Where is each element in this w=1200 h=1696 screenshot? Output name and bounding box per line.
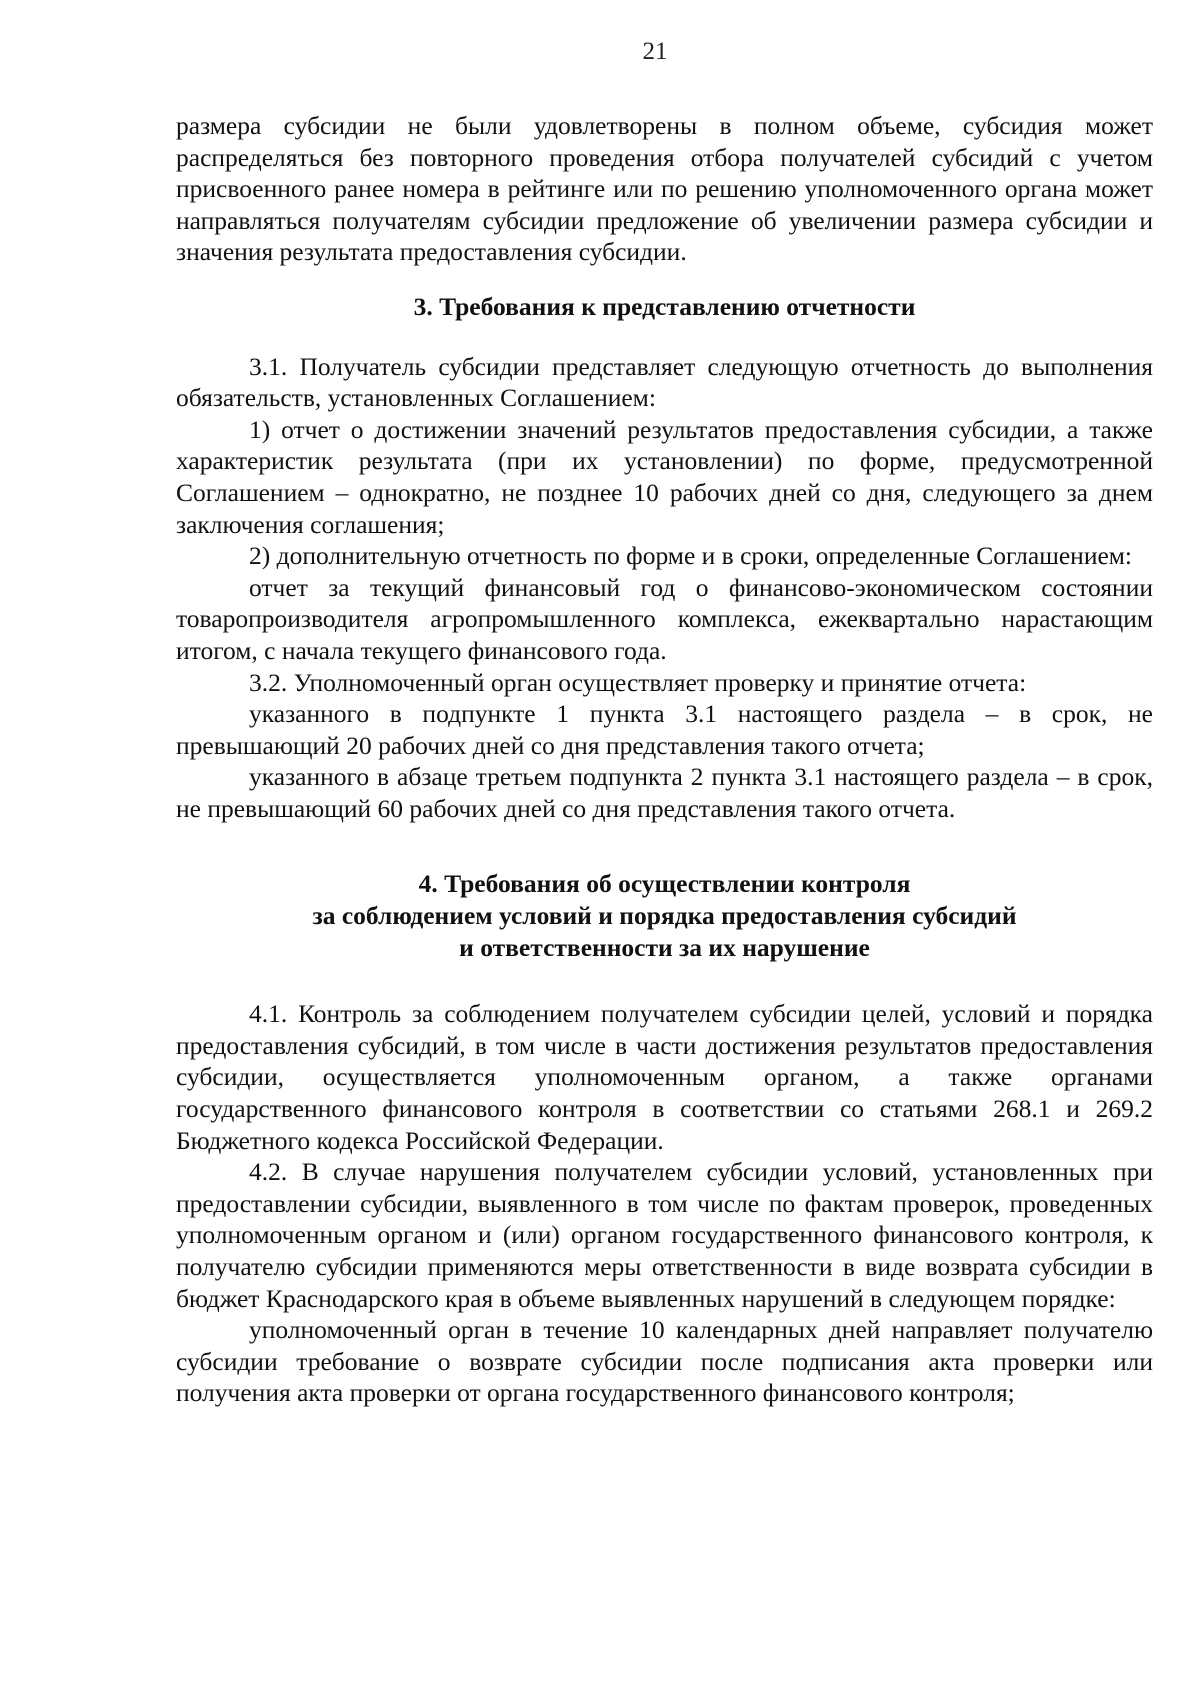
paragraph-3-2: 3.2. Уполномоченный орган осуществляет проверку и принятие отчета:	[249, 667, 1027, 697]
paragraph-4-2-item: уполномоченный орган в течение 10 календарных дней направляет получателю субсидии требование о возврате субсидии после подписания акта проверки или получения акта проверки от органа государственного финансового контроля;	[176, 1315, 1153, 1408]
section-4-heading-line-1: 4. Требования об осуществлении контроля	[418, 869, 911, 899]
document-body	[176, 110, 1153, 1409]
section-3-heading: 3. Требования к представлению отчетности	[413, 291, 916, 321]
paragraph-4-2: 4.2. В случае нарушения получателем субсидии условий, установленных при предоставлении субсидии, выявленного в том числе по фактам проверок, проведенных уполномоченным органом и (или) органом государственного финансового контроля, к получателю субсидии применяются меры ответственности в виде возврата субсидии в бюджет Краснодарского края в объеме выявленных нарушений в следующем порядке:	[176, 1157, 1153, 1313]
section-4-heading-line-2: за соблюдением условий и порядка предоставления субсидий	[312, 901, 1017, 931]
page-number: 21	[642, 38, 668, 65]
paragraph-3-1-item-2: 2) дополнительную отчетность по форме и в сроки, определенные Соглашением:	[249, 541, 1133, 571]
paragraph-3-1: 3.1. Получатель субсидии представляет следующую отчетность до выполнения обязательств, установленных Соглашением:	[176, 351, 1153, 413]
paragraph-3-1-item-1: 1) отчет о достижении значений результатов предоставления субсидии, а также характеристик результата (при их установлении) по форме, предусмотренной Соглашением – однократно, не позднее 10 рабочих дней со дня, следующего за днем заключения соглашения;	[176, 414, 1153, 539]
paragraph-3-2-item-b: указанного в абзаце третьем подпункта 2 пункта 3.1 настоящего раздела – в срок, не превышающий 60 рабочих дней со дня представления такого отчета.	[176, 762, 1153, 823]
paragraph-3-2-item-a: указанного в подпункте 1 пункта 3.1 настоящего раздела – в срок, не превышающий 20 рабочих дней со дня представления такого отчета;	[176, 699, 1153, 760]
paragraph-3-1-item-2-report: отчет за текущий финансовый год о финансово-экономическом состоянии товаропроизводителя агропромышленного комплекса, ежеквартально нарастающим итогом, с начала текущего финансового года.	[176, 572, 1153, 665]
section-4-heading	[176, 868, 1153, 963]
section-4-heading-line-3: и ответственности за их нарушение	[459, 932, 870, 962]
intro-paragraph: размера субсидии не были удовлетворены в полном объеме, субсидия может распределяться без повторного проведения отбора получателей субсидий с учетом присвоенного ранее номера в рейтинге или по решению уполномоченного органа может направляться получателям субсидии предложение об увеличении размера субсидии и значения результата предоставления субсидии.	[176, 111, 1153, 267]
paragraph-4-1: 4.1. Контроль за соблюдением получателем субсидии целей, условий и порядка предоставления субсидий, в том числе в части достижения результатов предоставления субсидии, осуществляется уполномоченным органом, а также органами государственного финансового контроля в соответствии со статьями 268.1 и 269.2 Бюджетного кодекса Российской Федерации.	[176, 999, 1153, 1155]
